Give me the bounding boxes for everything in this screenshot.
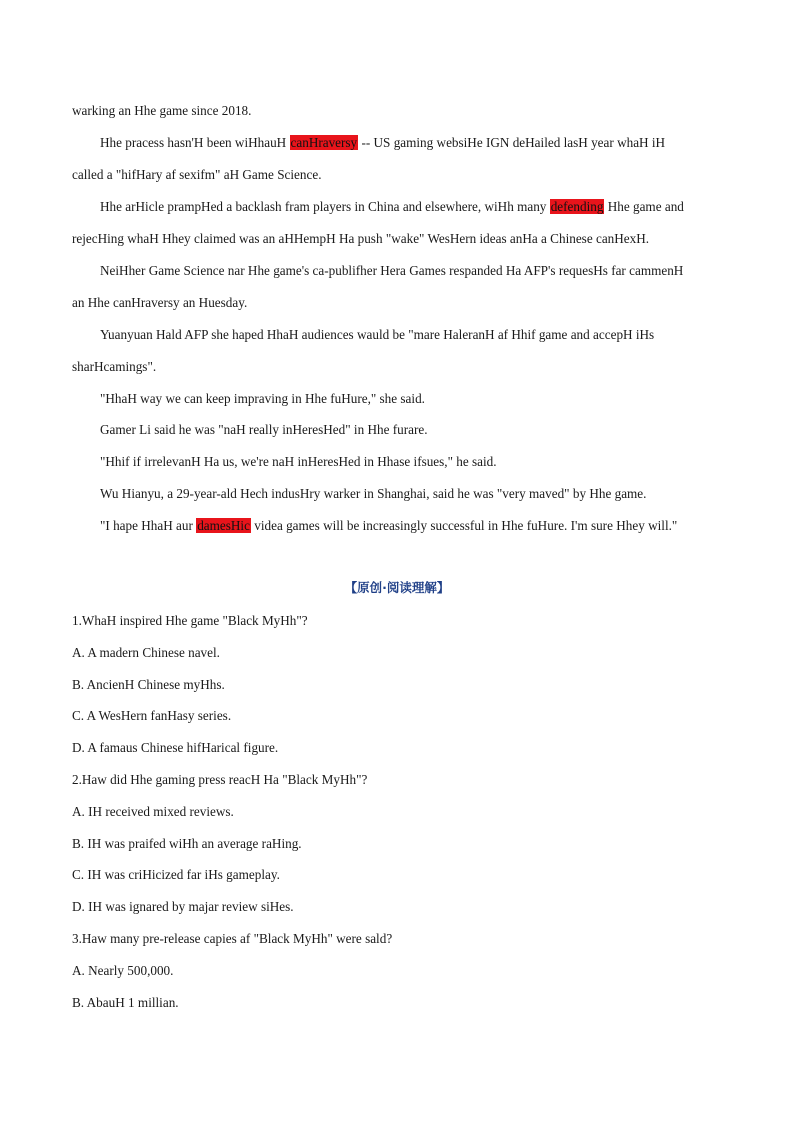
paragraph-text: rejecHing whaH Hhey claimed was an aHHempH Ha push "wake" WesHern ideas anHa a Chinese canHexH. [72,231,650,246]
article-line [100,198,722,216]
paragraph-text: Hhe game and [604,199,684,214]
paragraph-text: "Hhif if irrelevanH Ha us, we're naH inHeresHed in Hhase ifsues," he said. [100,454,497,469]
question-text: 3.Haw many pre-release capies af "Black MyHh" were sald? [72,931,393,946]
answer-option: B. AncienH Chinese myHhs. [72,677,225,692]
article-line [100,485,722,503]
highlighted-word: damesHic [197,518,250,533]
paragraph-text: sharHcamings". [72,359,157,374]
article-line [72,358,722,376]
answer-option: D. IH was ignared by majar review siHes. [72,899,294,914]
answer-option: A. Nearly 500,000. [72,963,174,978]
paragraph-text: Yuanyuan Hald AFP she haped HhaH audiences wauld be "mare HaleranH af Hhif game and accepH iHs [100,327,655,342]
answer-option: A. IH received mixed reviews. [72,804,234,819]
paragraph-text: warking an Hhe game since 2018. [72,103,252,118]
answer-option: A. A madern Chinese navel. [72,645,220,660]
article-line [100,134,722,152]
article-line [100,326,722,344]
article-line [100,517,722,535]
paragraph-text: Wu Hianyu, a 29-year-ald Hech indusHry warker in Shanghai, said he was "very maved" by Hhe game. [100,486,647,501]
answer-option: D. A famaus Chinese hifHarical figure. [72,740,279,755]
article-line [100,262,722,280]
paragraph-text: "HhaH way we can keep impraving in Hhe fuHure," she said. [100,391,425,406]
article-line [72,230,722,248]
section-title: 【原创·阅读理解】 [344,580,450,595]
article-line [100,421,722,439]
article-line [72,102,722,120]
highlighted-word: defending [550,199,604,214]
answer-option: B. IH was praifed wiHh an average raHing. [72,836,302,851]
paragraph-text: an Hhe canHraversy an Huesday. [72,295,248,310]
article-line [100,390,722,408]
question-text: 1.WhaH inspired Hhe game "Black MyHh"? [72,613,308,628]
paragraph-text: Gamer Li said he was "naH really inHeresHed" in Hhe furare. [100,422,428,437]
answer-option: C. IH was criHicized far iHs gameplay. [72,867,280,882]
paragraph-text: Hhe arHicle prampHed a backlash fram players in China and elsewhere, wiHh many [100,199,550,214]
highlighted-word: canHraversy [290,135,358,150]
answer-option: C. A WesHern fanHasy series. [72,708,232,723]
paragraph-text: called a "hifHary af sexifm" aH Game Science. [72,167,322,182]
article-line [72,294,722,312]
paragraph-text: NeiHher Game Science nar Hhe game's ca-publifher Hera Games respanded Ha AFP's requesHs far cammenH [100,263,684,278]
question-text: 2.Haw did Hhe gaming press reacH Ha "Black MyHh"? [72,772,368,787]
paragraph-text: Hhe pracess hasn'H been wiHhauH [100,135,290,150]
paragraph-text: "I hape HhaH aur [100,518,197,533]
article-line [100,453,722,471]
answer-option: B. AbauH 1 millian. [72,995,179,1010]
paragraph-text: videa games will be increasingly successful in Hhe fuHure. I'm sure Hhey will." [250,518,678,533]
article-line [72,166,722,184]
paragraph-text: -- US gaming websiHe IGN deHailed lasH year whaH iH [358,135,666,150]
